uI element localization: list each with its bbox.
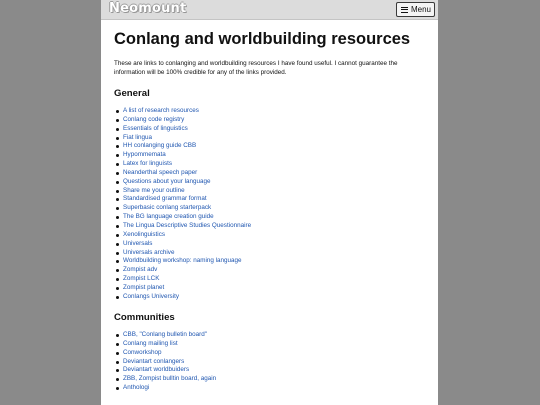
resource-link[interactable]: Conlang code registry — [123, 115, 185, 123]
menu-button[interactable] — [396, 2, 435, 17]
list-item — [114, 375, 216, 384]
list-item — [114, 349, 216, 358]
resource-link[interactable]: The Lingua Descriptive Studies Questionnaire — [123, 221, 252, 229]
intro-text: These are links to conlanging and worldbuilding resources I have found useful. I cannot guarantee the information will be 100% credible for any of the links provided. — [114, 60, 398, 76]
list-item — [114, 340, 216, 349]
resource-link[interactable]: Questions about your language — [123, 177, 211, 185]
hamburger-icon — [401, 6, 408, 13]
resource-link[interactable]: Standardised grammar format — [123, 195, 207, 203]
list-item — [114, 222, 251, 231]
list-item — [114, 249, 251, 258]
resource-link[interactable]: A list of research resources — [123, 107, 199, 114]
list-item — [114, 134, 251, 143]
list-item — [114, 195, 251, 204]
top-bar — [101, 0, 438, 20]
community-link[interactable]: CBB, "Conlang bulletin board" — [123, 331, 207, 338]
community-link[interactable]: Deviantart conlangers — [123, 357, 185, 365]
resource-link[interactable]: Universals archive — [123, 248, 175, 256]
section-heading-general: General — [114, 88, 150, 99]
list-item — [114, 231, 251, 240]
list-item — [114, 384, 216, 393]
resource-link[interactable]: Worldbuilding workshop: naming language — [123, 257, 242, 265]
resource-link[interactable]: Essentials of linguistics — [123, 124, 188, 132]
community-link[interactable]: Anthologi — [123, 384, 150, 392]
resource-link[interactable]: Superbasic conlang starterpack — [123, 204, 212, 212]
list-item — [114, 204, 251, 213]
resource-link[interactable]: Hypommemata — [123, 151, 166, 159]
resource-link[interactable]: Zompist LCK — [123, 275, 160, 283]
community-link[interactable]: Conworkshop — [123, 348, 162, 356]
list-item — [114, 240, 251, 249]
list-item — [114, 169, 251, 178]
section-heading-communities: Communities — [114, 312, 175, 323]
community-link[interactable]: Deviantart worldbuiders — [123, 366, 190, 374]
list-item — [114, 275, 251, 284]
site-logo[interactable]: Neomount — [109, 1, 187, 16]
list-item — [114, 366, 216, 375]
resource-link[interactable]: Zompist adv — [123, 266, 158, 274]
resource-link[interactable]: Neanderthal speech paper — [123, 168, 198, 176]
resource-link[interactable]: Fiat lingua — [123, 133, 153, 141]
community-link[interactable]: ZBB, Zompist bulltin board, again — [123, 375, 217, 383]
list-item — [114, 125, 251, 134]
resource-link[interactable]: Xenolinguistics — [123, 230, 166, 238]
list-item — [114, 107, 251, 116]
list-item — [114, 284, 251, 293]
resource-link[interactable]: Zompist planet — [123, 283, 165, 291]
resource-link[interactable]: HH conlanging guide CBB — [123, 142, 197, 150]
resource-link[interactable]: Share me your outline — [123, 186, 185, 194]
resource-link[interactable]: Universals — [123, 239, 153, 247]
list-item — [114, 213, 251, 222]
main-content — [101, 20, 438, 405]
list-item — [114, 160, 251, 169]
list-item — [114, 257, 251, 266]
community-link[interactable]: Conlang mailing list — [123, 339, 178, 347]
list-item — [114, 116, 251, 125]
list-item — [114, 358, 216, 367]
general-link-list — [114, 107, 251, 302]
page-title: Conlang and worldbuilding resources — [114, 30, 411, 48]
list-item — [114, 293, 251, 302]
list-item — [114, 331, 216, 340]
list-item — [114, 266, 251, 275]
list-item — [114, 151, 251, 160]
list-item — [114, 178, 251, 187]
communities-link-list — [114, 331, 216, 393]
list-item — [114, 187, 251, 196]
resource-link[interactable]: Conlangs University — [123, 292, 179, 300]
list-item — [114, 142, 251, 151]
resource-link[interactable]: Latex for linguists — [123, 160, 173, 168]
resource-link[interactable]: The BG language creation guide — [123, 213, 214, 221]
menu-button-label: Menu — [410, 5, 431, 14]
